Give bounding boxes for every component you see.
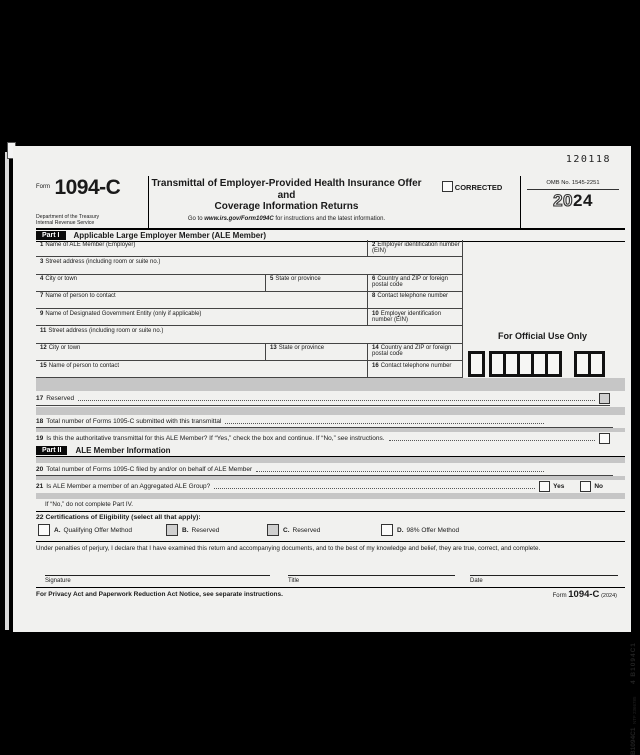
table-row [36,326,462,343]
footer-form-id [553,589,617,600]
form-id-block [36,176,148,228]
cert-label: Reserved [191,526,220,534]
line-18-label: Total number of Forms 1095-C submitted with this transmittal [46,417,222,425]
form-number: 1094-C [54,176,121,199]
form-title-line2: Coverage Information Returns [214,201,359,212]
official-use-title: For Official Use Only [497,331,588,341]
field-dge-country-zip[interactable] [367,344,462,360]
table-row [36,344,462,361]
field-num: 2 [372,241,376,248]
dotted-leader [78,400,595,401]
line-21-note: If “No,” do not complete Part IV. [45,501,133,508]
official-use-box [577,354,588,374]
field-dge-ein[interactable] [367,309,462,325]
field-num: 11 [40,327,47,334]
cert-a-checkbox[interactable] [38,524,50,536]
field-num: 9 [40,310,44,317]
form-title-block [149,176,424,228]
field-num: 6 [372,276,376,283]
privacy-notice: For Privacy Act and Paperwork Reduction Act Notice, see separate instructions. [36,590,283,598]
official-use-box [506,354,517,374]
line-17-checkbox [599,393,610,404]
field-num: 16 [372,362,379,369]
table-row [36,257,462,274]
instruction-pre: Go to [187,215,205,222]
official-use-box-group [489,351,562,377]
yes-checkbox[interactable] [539,481,550,492]
official-use-box-group [468,351,485,377]
form-title-line1: Transmittal of Employer-Provided Health Insurance Offer and [151,178,422,201]
cert-option-b [166,524,219,536]
official-use-box [471,354,482,374]
field-label: Country and ZIP or foreign postal code [372,345,452,358]
line-number: 22 [36,514,44,521]
field-contact-phone[interactable] [367,292,462,308]
separator-band [36,476,625,480]
field-label: Street address (including room or suite no.) [45,258,161,265]
form-word: Form [36,184,50,190]
field-label: Name of Designated Government Entity (only if applicable) [45,310,202,317]
page-edge-artifact [5,152,9,630]
field-label: State or province [275,276,321,283]
field-label: Street address (including room or suite no.) [48,327,164,334]
field-dge-name[interactable] [36,309,367,325]
line-22-text: Certifications of Eligibility (select all that apply): [45,514,201,521]
no-label: No [594,483,603,490]
line-20-label: Total number of Forms 1095-C filed by and/or on behalf of ALE Member [46,465,253,473]
part1-title: Applicable Large Employer Member (ALE Member) [73,231,267,240]
cert-letter: D. [397,526,404,534]
official-use-box [520,354,531,374]
field-dge-state[interactable] [265,344,367,360]
cert-letter: B. [182,526,189,534]
form-header [36,176,625,230]
margin-code-mid: NTF 2366785 [632,696,637,724]
field-label: Employer identification number (EIN) [372,310,442,323]
line-number: 18 [36,417,44,425]
field-num: 8 [372,293,376,300]
table-row [36,275,462,292]
field-label: Employer identification number (EIN) [372,241,460,254]
cert-option-d [381,524,459,536]
field-contact-name[interactable] [36,292,367,308]
jurat-statement: Under penalties of perjury, I declare that I have examined this return and accompanying documents, and to the best of my knowledge and belief, they are true, correct, and complete. [36,545,541,552]
title-line[interactable] [288,575,455,584]
line-20-row[interactable] [36,463,613,476]
official-use-box [548,354,559,374]
date-label: Date [470,577,483,584]
field-name-of-ale-member[interactable] [36,240,367,256]
yes-label: Yes [553,483,565,490]
cert-label: Reserved [292,526,321,534]
official-use-boxes [468,351,605,377]
table-row [36,309,462,326]
section-rule [36,541,625,542]
part2-badge: Part II [36,446,67,456]
field-num: 1 [40,241,44,248]
line-19-checkbox[interactable] [599,433,610,444]
official-use-box [591,354,602,374]
official-use-box-group [574,351,605,377]
tax-year [521,191,625,211]
field-dge-contact-name[interactable] [36,361,367,377]
dotted-leader [225,423,544,424]
field-street-address[interactable] [36,257,462,273]
field-dge-city[interactable] [36,344,265,360]
line-21-row [36,480,603,493]
instruction-line [149,216,424,222]
corrected-checkbox[interactable] [442,181,453,192]
line-19-row [36,432,610,444]
no-checkbox[interactable] [580,481,591,492]
omb-rule [527,189,619,190]
field-label: Name of ALE Member (Employer) [45,241,136,248]
agency-block [36,214,99,226]
field-num: 7 [40,293,44,300]
cert-letter: A. [54,526,61,534]
cert-option-a [38,524,132,536]
official-use-box [534,354,545,374]
irs-url: www.irs.gov/Form1094C [204,215,274,222]
line-number: 20 [36,465,44,473]
footer-form-word: Form [552,593,567,599]
official-use-box [492,354,503,374]
line-18-row[interactable] [36,415,613,428]
corrected-label: CORRECTED [454,183,503,192]
field-dge-street-address[interactable] [36,326,462,342]
part2-title: ALE Member Information [75,446,171,455]
field-country-zip[interactable] [367,275,462,291]
separator-band [36,378,625,391]
field-label: Contact telephone number [377,293,449,300]
field-label: Name of person to contact [45,293,116,300]
margin-code-bottom: B1094C1 [630,727,637,755]
margin-code-top: 4 B1094C1 [630,642,637,684]
table-row [36,240,462,257]
agency-line1: Department of the Treasury [36,214,100,220]
dotted-leader [389,440,595,441]
date-line[interactable] [470,575,618,584]
cert-letter: C. [283,526,290,534]
field-label: Name of person to contact [48,362,120,369]
signature-line[interactable] [45,575,270,584]
field-label: State or province [278,345,325,352]
cert-b-checkbox [166,524,178,536]
dotted-leader [256,471,544,472]
line-19-label: Is this the authoritative transmittal for this ALE Member? If “Yes,” check the box and continue. If “No,” see instructions. [46,434,385,442]
year-bold: 24 [573,191,593,210]
field-num: 12 [40,345,47,352]
footer-form-number: 1094-C [568,589,600,600]
ale-member-table [36,240,463,378]
line-number: 21 [36,483,44,490]
field-state[interactable] [265,275,367,291]
field-num: 10 [372,310,379,317]
cert-option-c [267,524,320,536]
line-17-row [36,392,610,406]
cert-label: 98% Offer Method [406,526,460,534]
cert-label: Qualifying Offer Method [63,526,133,534]
line-number: 17 [36,395,44,402]
field-dge-contact-phone[interactable] [367,361,462,377]
separator-band [36,407,625,415]
form-page [13,146,637,755]
title-label: Title [288,577,300,584]
field-num: 3 [40,258,44,265]
cert-c-checkbox [267,524,279,536]
field-label: Country and ZIP or foreign postal code [372,276,448,289]
field-label: City or town [45,276,78,283]
footer-form-year: (2024) [601,593,617,599]
dotted-leader [214,488,535,489]
corrected-block [424,176,520,228]
part2-bar [36,445,625,457]
line-22-label [36,514,201,521]
agency-line2: Internal Revenue Service [36,220,95,226]
signature-label: Signature [45,577,71,584]
field-num: 15 [40,362,47,369]
instruction-post: for instructions and the latest information. [273,215,386,222]
field-num: 14 [372,345,379,352]
field-city[interactable] [36,275,265,291]
scanline-doc-code: 120118 [565,154,611,165]
cert-d-checkbox[interactable] [381,524,393,536]
omb-year-block [521,176,625,228]
omb-number: OMB No. 1545-2251 [546,180,600,186]
footer-rule [36,587,625,588]
line-21-label: Is ALE Member a member of an Aggregated ALE Group? [46,483,211,490]
field-num: 4 [40,276,44,283]
year-outline: 20 [553,191,573,210]
line-number: 19 [36,434,44,442]
field-label: City or town [48,345,81,352]
field-label: Contact telephone number [380,362,452,369]
field-num: 13 [270,345,277,352]
line-17-label: Reserved [46,395,75,402]
field-num: 5 [270,276,274,283]
section-rule [36,511,625,512]
table-row [36,292,462,309]
separator-band [36,428,625,432]
field-ein[interactable] [367,240,462,256]
part1-badge: Part I [36,231,66,241]
separator-band [36,493,625,499]
table-row [36,361,462,378]
